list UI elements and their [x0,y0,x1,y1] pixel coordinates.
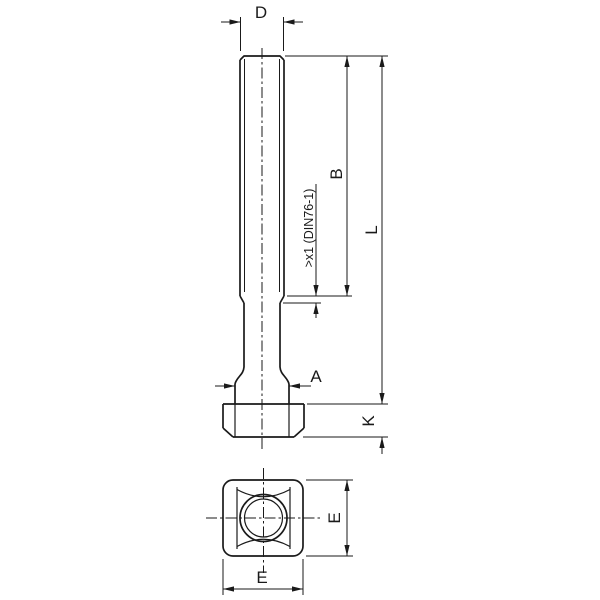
arrowhead-up-icon [379,437,384,448]
arrowhead-left-icon [223,586,234,591]
dim-label-D: D [254,3,268,22]
dim-label-B: B [327,168,346,180]
dimension-runout [283,184,321,318]
dim-label-L: L [362,225,381,235]
arrowhead-down-icon [344,545,349,556]
arrowhead-down-icon [344,285,349,296]
dimension-A [215,367,322,389]
dimension-E-horizontal [223,559,303,595]
arrowhead-down-icon [313,285,318,296]
arrowhead-down-icon [379,393,384,404]
arrowhead-up-icon [313,303,318,314]
bottom-view [206,468,321,573]
dim-label-A: A [310,367,322,386]
head-chamfer-right [294,428,304,437]
dim-label-E-vertical: E [325,512,344,524]
arrowhead-up-icon [379,56,384,67]
arrowhead-up-icon [344,480,349,491]
arrowhead-left-icon [289,383,300,388]
thread-runout-taper-left [240,296,244,303]
dim-label-K: K [359,415,378,427]
head-chamfer-left [223,428,233,437]
flare-right [280,367,289,384]
dimension-D [221,3,303,51]
arrowhead-right-icon [292,586,303,591]
dimension-B-L [285,56,388,404]
dimension-K [303,404,388,454]
arrowhead-right-icon [224,383,235,388]
thread-runout-taper-right [280,296,284,303]
flare-left [235,367,244,384]
arrowhead-left-icon [284,19,295,24]
arrowhead-right-icon [230,19,241,24]
front-view [223,48,304,450]
runout-note: >x1 (DIN76-1) [302,188,316,268]
dim-label-E-horizontal: E [256,568,268,587]
arrowhead-up-icon [344,56,349,67]
